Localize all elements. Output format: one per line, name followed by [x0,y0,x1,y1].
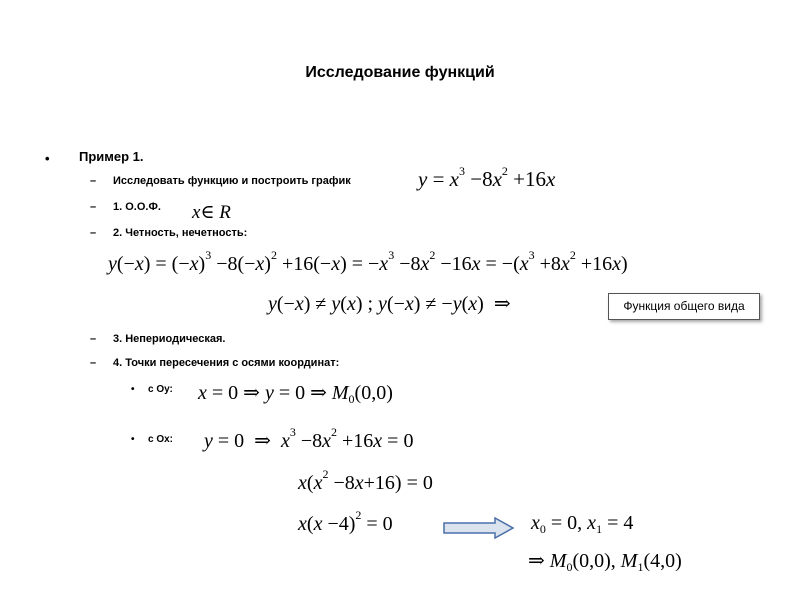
item-oy: с Оу: [148,384,173,395]
dash-marker: – [90,333,97,345]
ox-equation-2: $x(x^2 -8x+16) = 0$ [298,467,433,494]
item-investigate: Исследовать функцию и построить график [113,175,351,187]
page-title: Исследование функций [305,64,495,81]
sub-bullet-marker: • [131,434,135,445]
item-nonperiodic: 3. Непериодическая. [113,333,226,345]
domain-formula: x∈ R [192,202,231,223]
dash-marker: – [90,227,97,239]
item-intersections: 4. Точки пересечения с осями координат: [113,357,340,369]
general-function-box: Функция общего вида [608,293,760,320]
parity-equation: $y(-x) = (-x)^3 -8(-x)^2 +16(-x) = -x^3 -8x^2 -16x = -(x^3 +8x^2 +16x)$ [108,248,628,275]
oy-equation: x = 0 ⇒ y = 0 ⇒ $M_0(0,0)$ [198,382,393,406]
parity-conclusion: y(−x) ≠ y(x) ; y(−x) ≠ −y(x) ⇒ [268,293,511,315]
points-result: ⇒ $M_0(0,0)$, $M_1(4,0)$ [528,550,682,574]
ox-equation-3: $x(x -4)^2 = 0$ [298,508,393,535]
item-parity: 2. Четность, нечетность: [113,227,248,239]
bullet-marker: • [45,151,50,166]
item-domain: 1. О.О.Ф. [113,201,161,213]
example-heading: Пример 1. [79,149,144,164]
right-arrow-icon [443,517,515,539]
roots-result: $x_0 = 0$, $x_1 = 4$ [531,512,634,536]
ox-equation-1: y = 0 ⇒ $x^3 -8x^2 +16x = 0$ [204,425,414,452]
item-ox: с Ох: [148,434,174,445]
sub-bullet-marker: • [131,384,135,395]
dash-marker: – [90,201,97,213]
dash-marker: – [90,357,97,369]
dash-marker: – [90,175,97,187]
function-formula: $y = x^3 -8x^2 +16x$ [418,164,556,191]
